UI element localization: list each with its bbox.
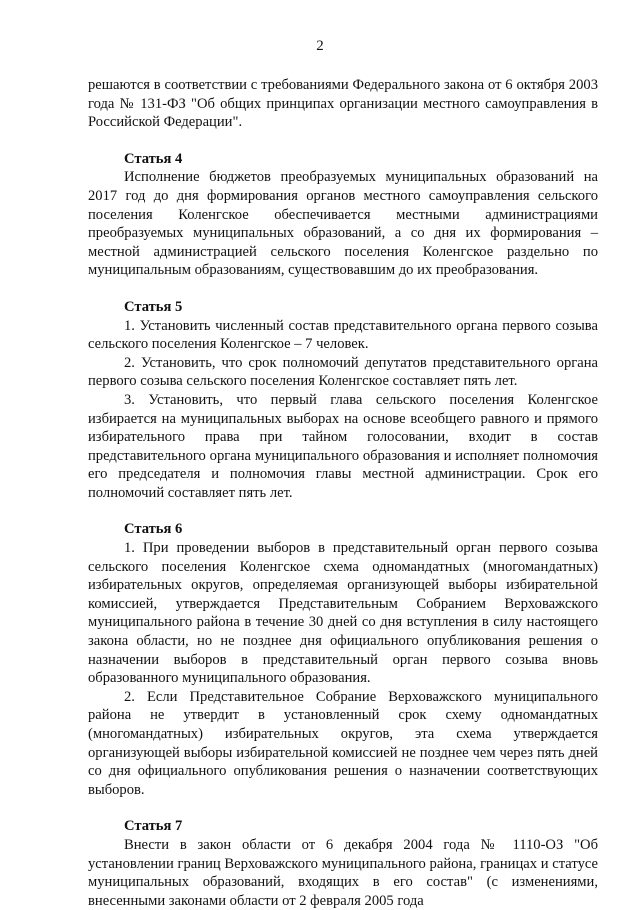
article-paragraph: 1. При проведении выборов в представительный орган первого созыва сельского поселения Коленгское схема одномандатных (многомандатных) избирательных округов, определяемая организующей выборы избирательной комиссией, утверждается Представительным Собранием Верховажского муниципального района в течение 30 дней со дня вступления в силу настоящего закона области, но не позднее дня официального опубликования решения о назначении выборов в представительный орган первого созыва вновь образованного муниципального образования. (88, 540, 598, 687)
article-6 (88, 520, 598, 799)
article-7 (88, 817, 598, 910)
article-4 (88, 150, 598, 280)
article-paragraph: 3. Установить, что первый глава сельского поселения Коленгское избирается на муниципальных выборах на основе всеобщего равного и прямого избирательного права при тайном голосовании, входит в состав представительного органа муниципального образования и исполняет полномочия его председателя и полномочия главы местной администрации. Срок его полномочий составляет пять лет. (88, 391, 598, 501)
intro-paragraph: решаются в соответствии с требованиями Федерального закона от 6 октября 2003 года № 131-ФЗ "Об общих принципах организации местного самоуправления в Российской Федерации". (88, 77, 598, 131)
article-paragraph: Исполнение бюджетов преобразуемых муниципальных образований на 2017 год до дня формирования органов местного самоуправления сельского поселения Коленгское обеспечивается местными администрациями преобразуемых муниципальных образований, а со дня их формирования – местной администрацией сельского поселения Коленгское раздельно по муниципальным образованиям, существовавшим до их преобразования. (88, 169, 598, 279)
article-paragraph: Внести в закон области от 6 декабря 2004 года № 1110-ОЗ "Об установлении границ Верховажского муниципального района, границах и статусе муниципальных образований, входящих в его состав" (с изменениями, внесенными законами области от 2 февраля 2005 года (88, 836, 598, 909)
article-5 (88, 298, 598, 503)
article-title: Статья 6 (124, 521, 183, 538)
document-body (88, 76, 598, 910)
article-title: Статья 4 (124, 150, 183, 167)
article-paragraph: 2. Установить, что срок полномочий депутатов представительного органа первого созыва сельского поселения Коленгское составляет пять лет. (88, 354, 598, 390)
page-number: 2 (316, 38, 324, 54)
article-title: Статья 5 (124, 298, 183, 315)
article-paragraph: 2. Если Представительное Собрание Верховажского муниципального района не утвердит в установленный срок схему одномандатных (многомандатных) избирательных округов, эта схема утверждается организующей выборы избирательной комиссией не позднее чем через пять дней со дня официального опубликования решения о назначении соответствующих выборов. (88, 688, 598, 798)
article-title: Статья 7 (124, 818, 183, 835)
article-paragraph: 1. Установить численный состав представительного органа первого созыва сельского поселения Коленгское – 7 человек. (88, 317, 598, 353)
